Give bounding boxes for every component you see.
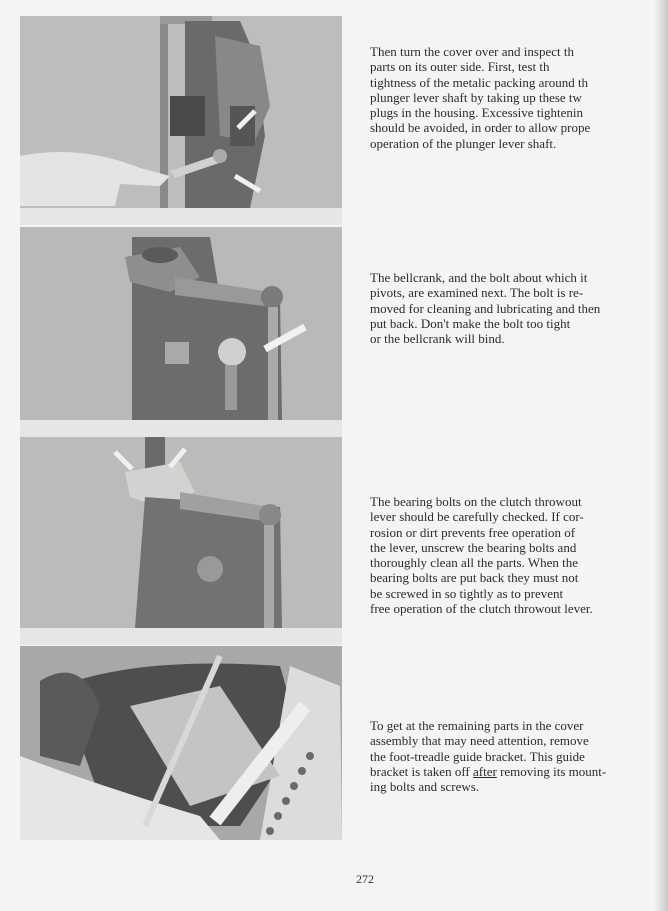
caption-line: ing bolts and screws.: [370, 779, 480, 795]
caption-line: moved for cleaning and lubricating and then: [370, 300, 601, 316]
caption-line: or the bellcrank will bind.: [370, 331, 505, 347]
caption-line: operation of the plunger lever shaft.: [370, 135, 557, 151]
caption-text: removing its mount-: [496, 763, 607, 779]
photo-divider: [20, 420, 342, 437]
caption-text: bracket is taken off: [370, 763, 473, 779]
caption-line: put back. Don't make the bolt too tight: [370, 315, 571, 331]
photo-divider: [20, 208, 342, 225]
photo-clutch-throwout-lever: [20, 437, 342, 628]
caption-line: lever should be carefully checked. If cor-: [370, 509, 584, 525]
underlined-word: after: [473, 763, 497, 779]
caption-line: be screwed in so tightly as to prevent: [370, 585, 564, 601]
caption-line: the foot-treadle guide bracket. This guide: [370, 748, 585, 764]
photo-bellcrank: [20, 227, 342, 420]
caption-line: parts on its outer side. First, test th: [370, 59, 550, 75]
caption-line: tightness of the metalic packing around th: [370, 74, 589, 90]
photo-guide-bracket: [20, 646, 342, 840]
caption-line: free operation of the clutch throwout lever.: [370, 601, 593, 617]
caption-line: should be avoided, in order to allow prope: [370, 120, 591, 136]
caption-guide-bracket: [370, 718, 666, 794]
caption-line: Then turn the cover over and inspect th: [370, 44, 574, 59]
caption-line: plunger lever shaft by taking up these tw: [370, 89, 582, 105]
caption-line: bearing bolts are put back they must not: [370, 570, 579, 586]
caption-line: thoroughly clean all the parts. When the: [370, 555, 579, 571]
caption-bellcrank: [370, 270, 666, 346]
caption-housing-plugs: [370, 44, 666, 151]
caption-line: rosion or dirt prevents free operation of: [370, 524, 576, 540]
photo-divider: [20, 628, 342, 645]
caption-line: plugs in the housing. Excessive tightenin: [370, 105, 584, 121]
photo-column: [20, 16, 342, 840]
caption-line: the lever, unscrew the bearing bolts and: [370, 539, 577, 555]
photo-housing-plugs: [20, 16, 342, 208]
caption-line: To get at the remaining parts in the cover: [370, 718, 584, 733]
caption-line-with-underline: [370, 764, 666, 779]
caption-line: The bearing bolts on the clutch throwout: [370, 494, 582, 509]
caption-line: pivots, are examined next. The bolt is re-: [370, 285, 584, 301]
caption-line: assembly that may need attention, remove: [370, 733, 589, 749]
page-number: 272: [356, 872, 374, 886]
caption-clutch-throwout-lever: [370, 494, 666, 616]
caption-line: The bellcrank, and the bolt about which it: [370, 270, 588, 285]
